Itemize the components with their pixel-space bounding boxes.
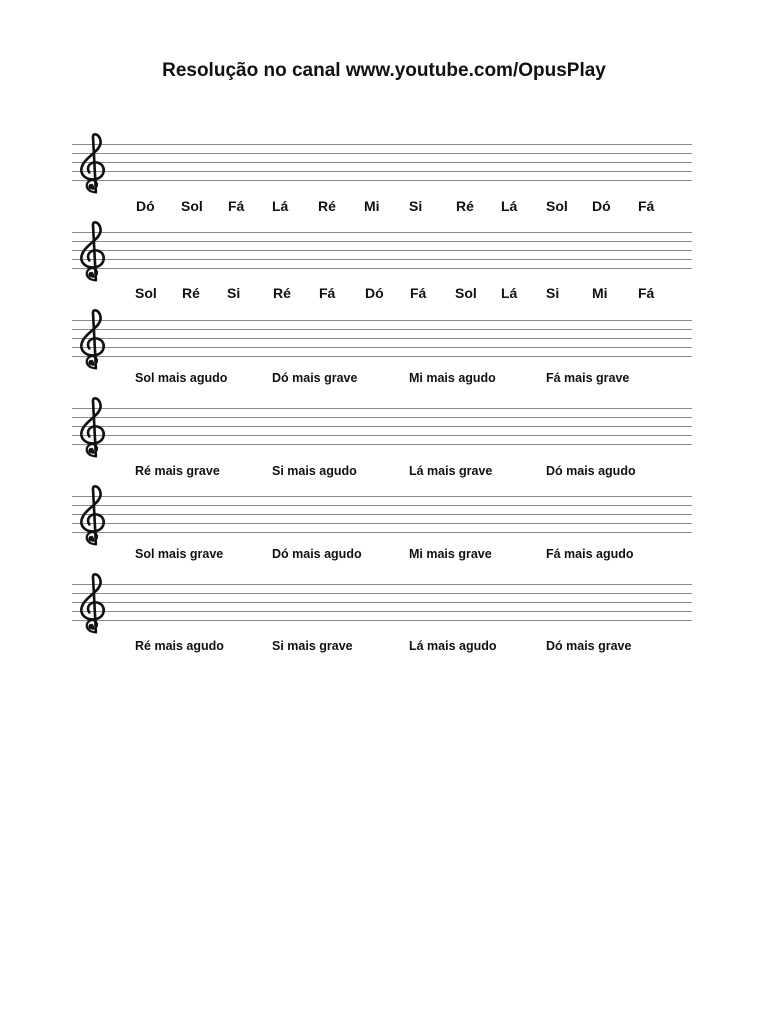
note-name-label: Sol: [546, 198, 568, 214]
note-name-label: Sol: [135, 285, 157, 301]
label-row: [0, 198, 768, 218]
staff-line: [72, 144, 692, 145]
staff-line: [72, 532, 692, 533]
note-name-label: Ré: [182, 285, 200, 301]
note-description-label: Mi mais grave: [409, 547, 492, 561]
note-description-label: Ré mais agudo: [135, 639, 224, 653]
note-name-label: Sol: [455, 285, 477, 301]
note-description-label: Lá mais agudo: [409, 639, 497, 653]
treble-clef-icon: [74, 218, 114, 284]
staff-line: [72, 162, 692, 163]
staff-line: [72, 435, 692, 436]
staff-line: [72, 232, 692, 233]
note-name-label: Ré: [318, 198, 336, 214]
music-staff: [72, 232, 692, 268]
music-staff: [72, 584, 692, 620]
staff-line: [72, 180, 692, 181]
music-staff: [72, 320, 692, 356]
staff-line: [72, 347, 692, 348]
note-description-label: Fá mais agudo: [546, 547, 634, 561]
note-name-label: Mi: [592, 285, 608, 301]
staff-line: [72, 602, 692, 603]
staff-line: [72, 171, 692, 172]
note-name-label: Fá: [638, 285, 655, 301]
note-name-label: Ré: [273, 285, 291, 301]
note-description-label: Sol mais agudo: [135, 371, 228, 385]
staff-line: [72, 523, 692, 524]
note-name-label: Dó: [365, 285, 384, 301]
note-name-label: Dó: [592, 198, 611, 214]
note-description-label: Si mais grave: [272, 639, 353, 653]
staff-line: [72, 584, 692, 585]
note-name-label: Si: [546, 285, 560, 301]
staff-line: [72, 320, 692, 321]
note-name-label: Lá: [272, 198, 289, 214]
staff-line: [72, 250, 692, 251]
note-description-label: Dó mais agudo: [546, 464, 636, 478]
note-name-label: Fá: [638, 198, 655, 214]
note-name-label: Lá: [501, 198, 518, 214]
label-row: [0, 464, 768, 484]
note-name-label: Mi: [364, 198, 380, 214]
treble-clef-icon: [74, 306, 114, 372]
note-description-label: Dó mais agudo: [272, 547, 362, 561]
staff-line: [72, 241, 692, 242]
note-description-label: Fá mais grave: [546, 371, 630, 385]
label-row: [0, 639, 768, 659]
note-description-label: Si mais agudo: [272, 464, 357, 478]
staff-line: [72, 514, 692, 515]
staff-line: [72, 329, 692, 330]
label-row: [0, 547, 768, 567]
note-description-label: Sol mais grave: [135, 547, 224, 561]
staff-line: [72, 505, 692, 506]
note-name-label: Fá: [319, 285, 336, 301]
note-description-label: Dó mais grave: [272, 371, 358, 385]
staff-line: [72, 496, 692, 497]
treble-clef-icon: [74, 570, 114, 636]
note-name-label: Lá: [501, 285, 518, 301]
music-staff: [72, 144, 692, 180]
staff-line: [72, 153, 692, 154]
music-staff: [72, 408, 692, 444]
music-staff: [72, 496, 692, 532]
treble-clef-icon: [74, 394, 114, 460]
note-description-label: Ré mais grave: [135, 464, 220, 478]
note-name-label: Fá: [228, 198, 245, 214]
staff-line: [72, 417, 692, 418]
staff-line: [72, 356, 692, 357]
label-row: [0, 371, 768, 391]
staff-line: [72, 593, 692, 594]
note-description-label: Lá mais grave: [409, 464, 493, 478]
staff-line: [72, 620, 692, 621]
note-description-label: Dó mais grave: [546, 639, 632, 653]
note-name-label: Fá: [410, 285, 427, 301]
staff-line: [72, 444, 692, 445]
note-description-label: Mi mais agudo: [409, 371, 496, 385]
staff-line: [72, 408, 692, 409]
note-name-label: Si: [227, 285, 241, 301]
page-title: Resolução no canal www.youtube.com/OpusPlay: [162, 60, 606, 81]
note-name-label: Ré: [456, 198, 474, 214]
treble-clef-icon: [74, 482, 114, 548]
note-name-label: Si: [409, 198, 423, 214]
staff-line: [72, 611, 692, 612]
staff-line: [72, 259, 692, 260]
note-name-label: Sol: [181, 198, 203, 214]
staff-line: [72, 338, 692, 339]
staff-line: [72, 268, 692, 269]
treble-clef-icon: [74, 130, 114, 196]
note-name-label: Dó: [136, 198, 155, 214]
label-row: [0, 285, 768, 305]
staff-line: [72, 426, 692, 427]
